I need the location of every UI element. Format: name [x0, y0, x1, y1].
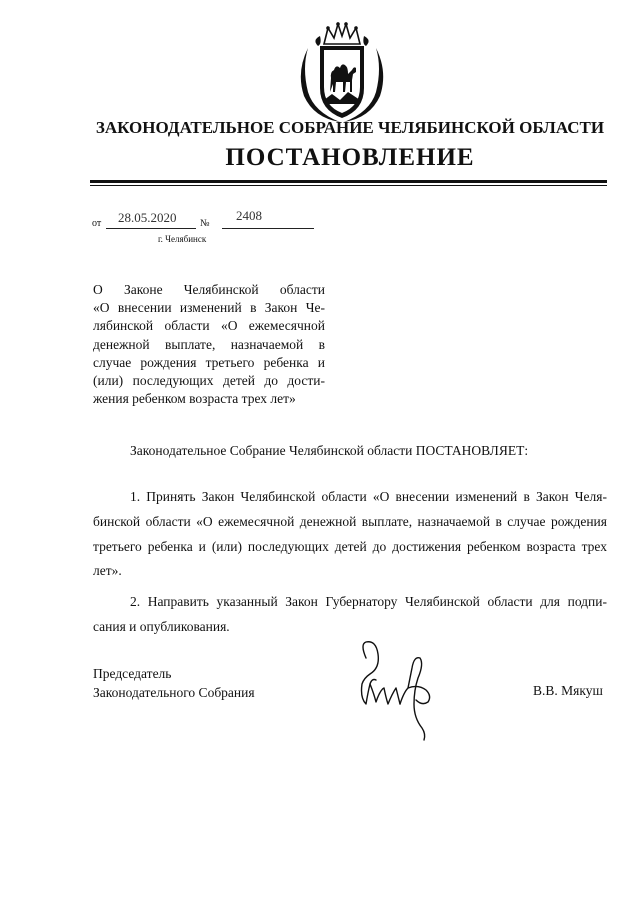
from-label: от — [92, 218, 102, 229]
item-line: 1. Принять Закон Челябинской области «О внесении изменений в Закон Челя- — [130, 489, 607, 504]
place-of-issue: г. Челябинск — [158, 234, 207, 244]
item-line: сания и опубликования. — [93, 618, 230, 634]
document-type-heading: ПОСТАНОВЛЕНИЕ — [225, 144, 475, 171]
position-line: Законодательного Собрания — [93, 685, 255, 700]
title-line: жения ребенком возраста трех лет» — [93, 391, 296, 407]
item-line: третьего ребенка и (или) последующих детей до достижения ребенком возраста трех — [93, 538, 607, 554]
title-line: случае рождения третьего ребенка и — [93, 354, 325, 370]
resolution-item-2 — [93, 590, 607, 640]
document-date: 28.05.2020 — [118, 210, 177, 225]
title-line: «О внесении изменений в Закон Че- — [93, 300, 325, 316]
document-number: 2408 — [236, 208, 262, 223]
organization-name: ЗАКОНОДАТЕЛЬНОЕ СОБРАНИЕ ЧЕЛЯБИНСКОЙ ОБЛАСТИ — [95, 118, 605, 137]
preamble: Законодательное Собрание Челябинской области ПОСТАНОВЛЯЕТ: — [130, 443, 529, 458]
coat-of-arms-emblem — [300, 22, 384, 128]
title-line: (или) последующих детей до дости- — [93, 373, 325, 389]
title-line: денежной выплате, назначаемой в — [93, 336, 325, 352]
item-line: 2. Направить указанный Закон Губернатору Челябинской области для подпи- — [130, 594, 607, 609]
date-underline — [106, 228, 196, 229]
handwritten-signature — [352, 638, 444, 742]
title-line: лябинской области «О ежемесячной — [93, 318, 325, 334]
number-label: № — [200, 218, 210, 229]
resolution-item-1 — [93, 485, 607, 584]
item-line: лет». — [93, 563, 122, 579]
document-title — [93, 281, 325, 408]
signatory-name: В.В. Мякуш — [533, 683, 603, 698]
header-rule-thin — [90, 185, 607, 186]
position-line: Председатель — [93, 666, 172, 681]
item-line: бинской области «О ежемесячной денежной выплате, назначаемой в случае рождения — [93, 513, 607, 529]
title-line: О Законе Челябинской области — [93, 282, 325, 297]
signatory-position — [93, 664, 255, 702]
number-underline — [222, 228, 314, 229]
header-rule-thick — [90, 180, 607, 183]
